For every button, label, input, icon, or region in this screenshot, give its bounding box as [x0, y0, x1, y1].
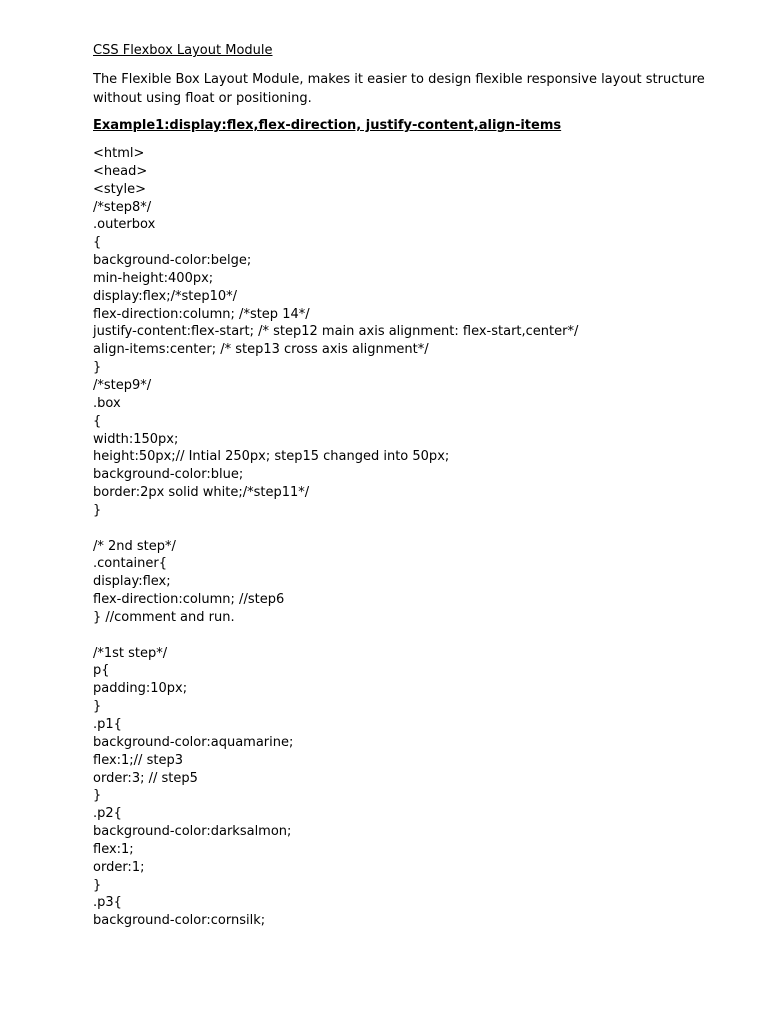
intro-paragraph — [93, 70, 713, 108]
document-page — [93, 42, 713, 930]
code-line: flex-direction:column; /*step 14*/ — [93, 306, 310, 322]
code-line: padding:10px; — [93, 681, 188, 697]
example-heading: Example1:display:flex,flex-direction, justify-content,align-items — [93, 118, 562, 133]
code-line: order:1; — [93, 859, 145, 875]
code-line: display:flex;/*step10*/ — [93, 288, 238, 304]
code-line: .outerbox — [93, 217, 156, 233]
code-listing — [93, 145, 713, 930]
code-line: <head> — [93, 163, 148, 179]
code-line: .p3{ — [93, 895, 122, 911]
code-line: } — [93, 788, 102, 804]
intro-line: The Flexible Box Layout Module, makes it easier to design flexible responsive layout structure — [93, 72, 705, 87]
code-line — [93, 627, 713, 645]
code-line: } — [93, 502, 102, 518]
code-line: background-color:cornsilk; — [93, 913, 266, 929]
code-line: min-height:400px; — [93, 270, 214, 286]
code-line: flex-direction:column; //step6 — [93, 592, 285, 608]
code-line: .container{ — [93, 556, 168, 572]
code-line: background-color:aquamarine; — [93, 734, 294, 750]
code-line: /*step9*/ — [93, 377, 152, 393]
code-line: height:50px;// Intial 250px; step15 changed into 50px; — [93, 449, 450, 465]
document-title: CSS Flexbox Layout Module — [93, 43, 273, 58]
code-line: background-color:darksalmon; — [93, 824, 292, 840]
code-line: /* 2nd step*/ — [93, 538, 176, 554]
code-line: } //comment and run. — [93, 609, 235, 625]
code-line: border:2px solid white;/*step11*/ — [93, 485, 310, 501]
intro-line: without using float or positioning. — [93, 91, 312, 106]
code-line: } — [93, 877, 102, 893]
code-line: } — [93, 699, 102, 715]
code-line: .box — [93, 395, 121, 411]
code-line: /*1st step*/ — [93, 645, 168, 661]
code-line: .p1{ — [93, 717, 122, 732]
code-line: width:150px; — [93, 431, 179, 447]
code-line: justify-content:flex-start; /* step12 main axis alignment: flex-start,center*/ — [93, 324, 579, 340]
code-line: align-items:center; /* step13 cross axis alignment*/ — [93, 342, 429, 358]
code-line: <html> — [93, 146, 145, 161]
code-line: flex:1; — [93, 841, 134, 857]
code-line: } — [93, 360, 102, 376]
code-line: <style> — [93, 181, 146, 197]
code-line: /*step8*/ — [93, 199, 152, 215]
code-line: display:flex; — [93, 574, 171, 590]
code-line: background-color:belge; — [93, 253, 252, 269]
code-line: { — [93, 235, 102, 251]
code-line: p{ — [93, 663, 110, 679]
code-line: .p2{ — [93, 806, 122, 822]
code-line: { — [93, 413, 102, 429]
code-line: background-color:blue; — [93, 467, 244, 483]
code-line: flex:1;// step3 — [93, 752, 183, 768]
code-line: order:3; // step5 — [93, 770, 198, 786]
code-line — [93, 520, 713, 538]
